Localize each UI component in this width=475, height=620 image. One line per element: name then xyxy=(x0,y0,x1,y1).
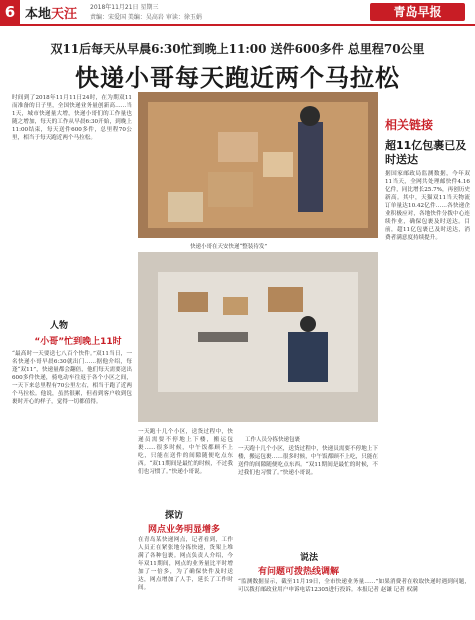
kicker: 双11后每天从早晨6:30忙到晚上11:00 送件600多件 总里程70公里 xyxy=(50,42,425,56)
page-header xyxy=(0,0,475,26)
spot-section-label: 探访 xyxy=(165,511,184,521)
newspaper-logo: 青岛早报 xyxy=(370,3,465,21)
tips-section-label: 说法 xyxy=(300,553,319,563)
photo2-caption: 工作人员分拣快递包裹 xyxy=(245,437,301,443)
spot-text: 在青岛某快递网点，记者看到，工作人员正在紧张地分拣快递，货架上堆满了各种包裹。网点负责人介绍，今年双11期间，网点的业务量比平时增加了一倍多，为了确保快件及时送达，网点增加了人手，延长了工作时间。 xyxy=(138,537,233,591)
delivery-courier-photo xyxy=(138,92,378,238)
photo2-illustration xyxy=(138,252,378,422)
people-section-label: 人物 xyxy=(50,321,69,331)
intro-column: 时间到了2018年11月11日24时，在为期双11而准备的日子里，全国快递业务量创新高……当1天，城市快递量大增，快递小哥们的工作量也随之增加，每天的工作从早晨6:30开始，到晚上11:00结束，每天送件600多件，总里程70公里，相当于每天跑近两个马拉松。 xyxy=(12,95,132,141)
column3-text: 一天跑十几个小区，送货过程中，快递员需要不停地上下楼，搬运包裹……很多时候，中午饭都顾不上吃，只能在送件的间隙随便吃点东西。“双11期间是最忙的时候，不过我们也习惯了。”快递小哥说。 xyxy=(138,429,233,475)
spot-section-title: 网点业务明显增多 xyxy=(148,525,221,535)
section-name-red: 天汪 xyxy=(51,7,78,22)
editor-line: 责编：宋爱国 美编：吴高岩 审读：徐玉娟 xyxy=(90,14,202,21)
photo1-caption: 快递小哥在天安快递“整装待发” xyxy=(190,244,268,250)
column4-text: 一天跑十几个小区，送货过程中，快递员需要不停地上下楼，搬运包裹……很多时候，中午饭都顾不上吃，只能在送件的间隙随便吃点东西。“双11期间是最忙的时候，不过我们也习惯了。”快递小哥说。 xyxy=(238,446,378,476)
photo-illustration xyxy=(138,92,378,238)
page-number: 6 xyxy=(0,0,20,24)
date-line: 2018年11月21日 星期三 xyxy=(90,4,159,11)
related-link-headline: 超11亿包裹已及时送达 xyxy=(385,139,467,166)
people-section-title: “小哥”忙到晚上11时 xyxy=(34,337,122,347)
sidebar-text: 据国家邮政局监测数据，今年双11当天，全网共处理邮快件4.16亿件，同比增长25.7%，再创历史新高。其中，天猫双11当天物流订单量达10.42亿件……各快递企业积极应对，各地快件分拨中心连续作业，确保包裹及时送达。目前，超11亿包裹已及时送达，消费者满意度持续提升。 xyxy=(385,171,470,241)
tips-text: “监测数据显示，截至11月19日，全市快递业务量……”如果消费者在收取快递时遇到问题，可以拨打邮政业用户申诉电话12305进行投诉。本报记者 赵谦 记者 权满 xyxy=(238,579,470,593)
section-title xyxy=(25,3,77,22)
related-link-box xyxy=(385,116,470,167)
tips-section-title: 有问题可拨热线调解 xyxy=(258,567,340,577)
related-link-title: 相关链接 xyxy=(385,118,434,132)
headline: 快递小哥每天跑近两个马拉松 xyxy=(75,64,400,92)
section-name: 本地 xyxy=(25,7,52,22)
warehouse-sorting-photo xyxy=(138,252,378,422)
people-text: “最高时一天要送七八百个快件。”双11当日，一名快递小哥早晨6:30就出门……据他介绍，每逢“双11”，快递量都会翻倍，他们每天需要送出600多件快递，骑电动车往返于各个小区之间，一天下来总里程有70公里左右，相当于跑了近两个马拉松。他说，虽然很累，但看到客户收到包裹时开心的样子，觉得一切都值得。 xyxy=(12,351,132,405)
